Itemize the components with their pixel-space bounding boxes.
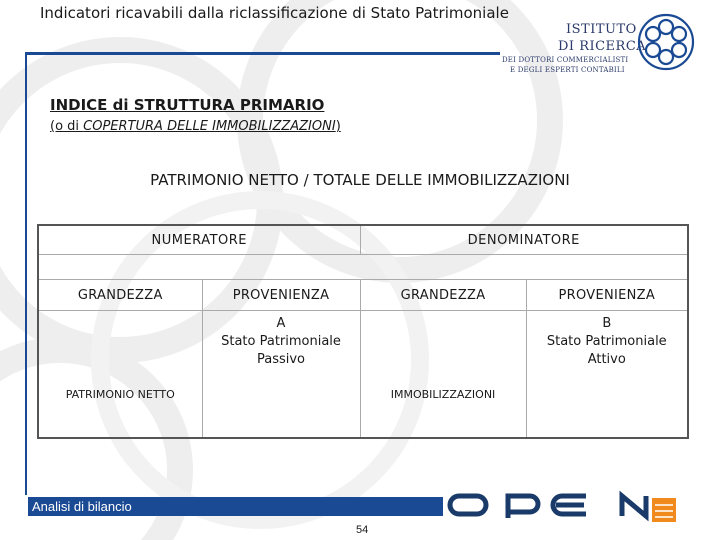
den-grandezza-label: GRANDEZZA — [360, 280, 526, 311]
num-provenienza-value — [202, 311, 360, 439]
open-wordmark-icon — [444, 488, 680, 532]
num-prov-line2: Passivo — [256, 352, 306, 367]
den-grandezza-value: IMMOBILIZZAZIONI — [360, 311, 526, 439]
den-provenienza-label: PROVENIENZA — [526, 280, 688, 311]
den-prov-letter: B — [602, 316, 612, 331]
num-grandezza-value: PATRIMONIO NETTO — [38, 311, 202, 439]
denominatore-header: DENOMINATORE — [360, 225, 688, 255]
table-value-row — [38, 311, 688, 439]
page-number: 54 — [356, 524, 369, 536]
index-formula: PATRIMONIO NETTO / TOTALE DELLE IMMOBILIZZAZIONI — [150, 171, 570, 189]
numeratore-header: NUMERATORE — [38, 225, 360, 255]
num-provenienza-label: PROVENIENZA — [202, 280, 360, 311]
logo-line-1: ISTITUTO — [566, 22, 637, 37]
logo-line-2: DI RICERCA — [558, 39, 647, 54]
den-prov-line2: Attivo — [587, 352, 626, 367]
den-prov-line1: Stato Patrimoniale — [546, 334, 667, 349]
left-accent-rule — [25, 55, 27, 495]
institute-ring-logo-icon — [636, 12, 696, 72]
table-gap-row — [38, 255, 688, 280]
den-provenienza-value — [526, 311, 688, 439]
logo-line-4: E DEGLI ESPERTI CONTABILI — [510, 66, 625, 74]
index-subtitle-close: ) — [335, 119, 341, 134]
index-title: INDICE di STRUTTURA PRIMARIO — [50, 96, 325, 114]
institute-logo — [500, 12, 700, 74]
num-prov-letter: A — [276, 316, 286, 331]
num-grandezza-label: GRANDEZZA — [38, 280, 202, 311]
index-table — [37, 224, 689, 439]
index-subtitle-open: (o di — [50, 119, 84, 134]
table-header-row — [38, 225, 688, 255]
logo-line-3: DEI DOTTORI COMMERCIALISTI — [502, 56, 629, 64]
index-subtitle — [50, 119, 341, 134]
table-gap-cell — [38, 255, 688, 280]
header-accent-line — [25, 52, 500, 55]
table-label-row — [38, 280, 688, 311]
index-subtitle-italic: COPERTURA DELLE IMMOBILIZZAZIONI — [83, 119, 336, 134]
page-title: Indicatori ricavabili dalla riclassificazione di Stato Patrimoniale — [40, 4, 509, 22]
footer-label: Analisi di bilancio — [32, 499, 132, 514]
num-prov-line1: Stato Patrimoniale — [221, 334, 341, 349]
